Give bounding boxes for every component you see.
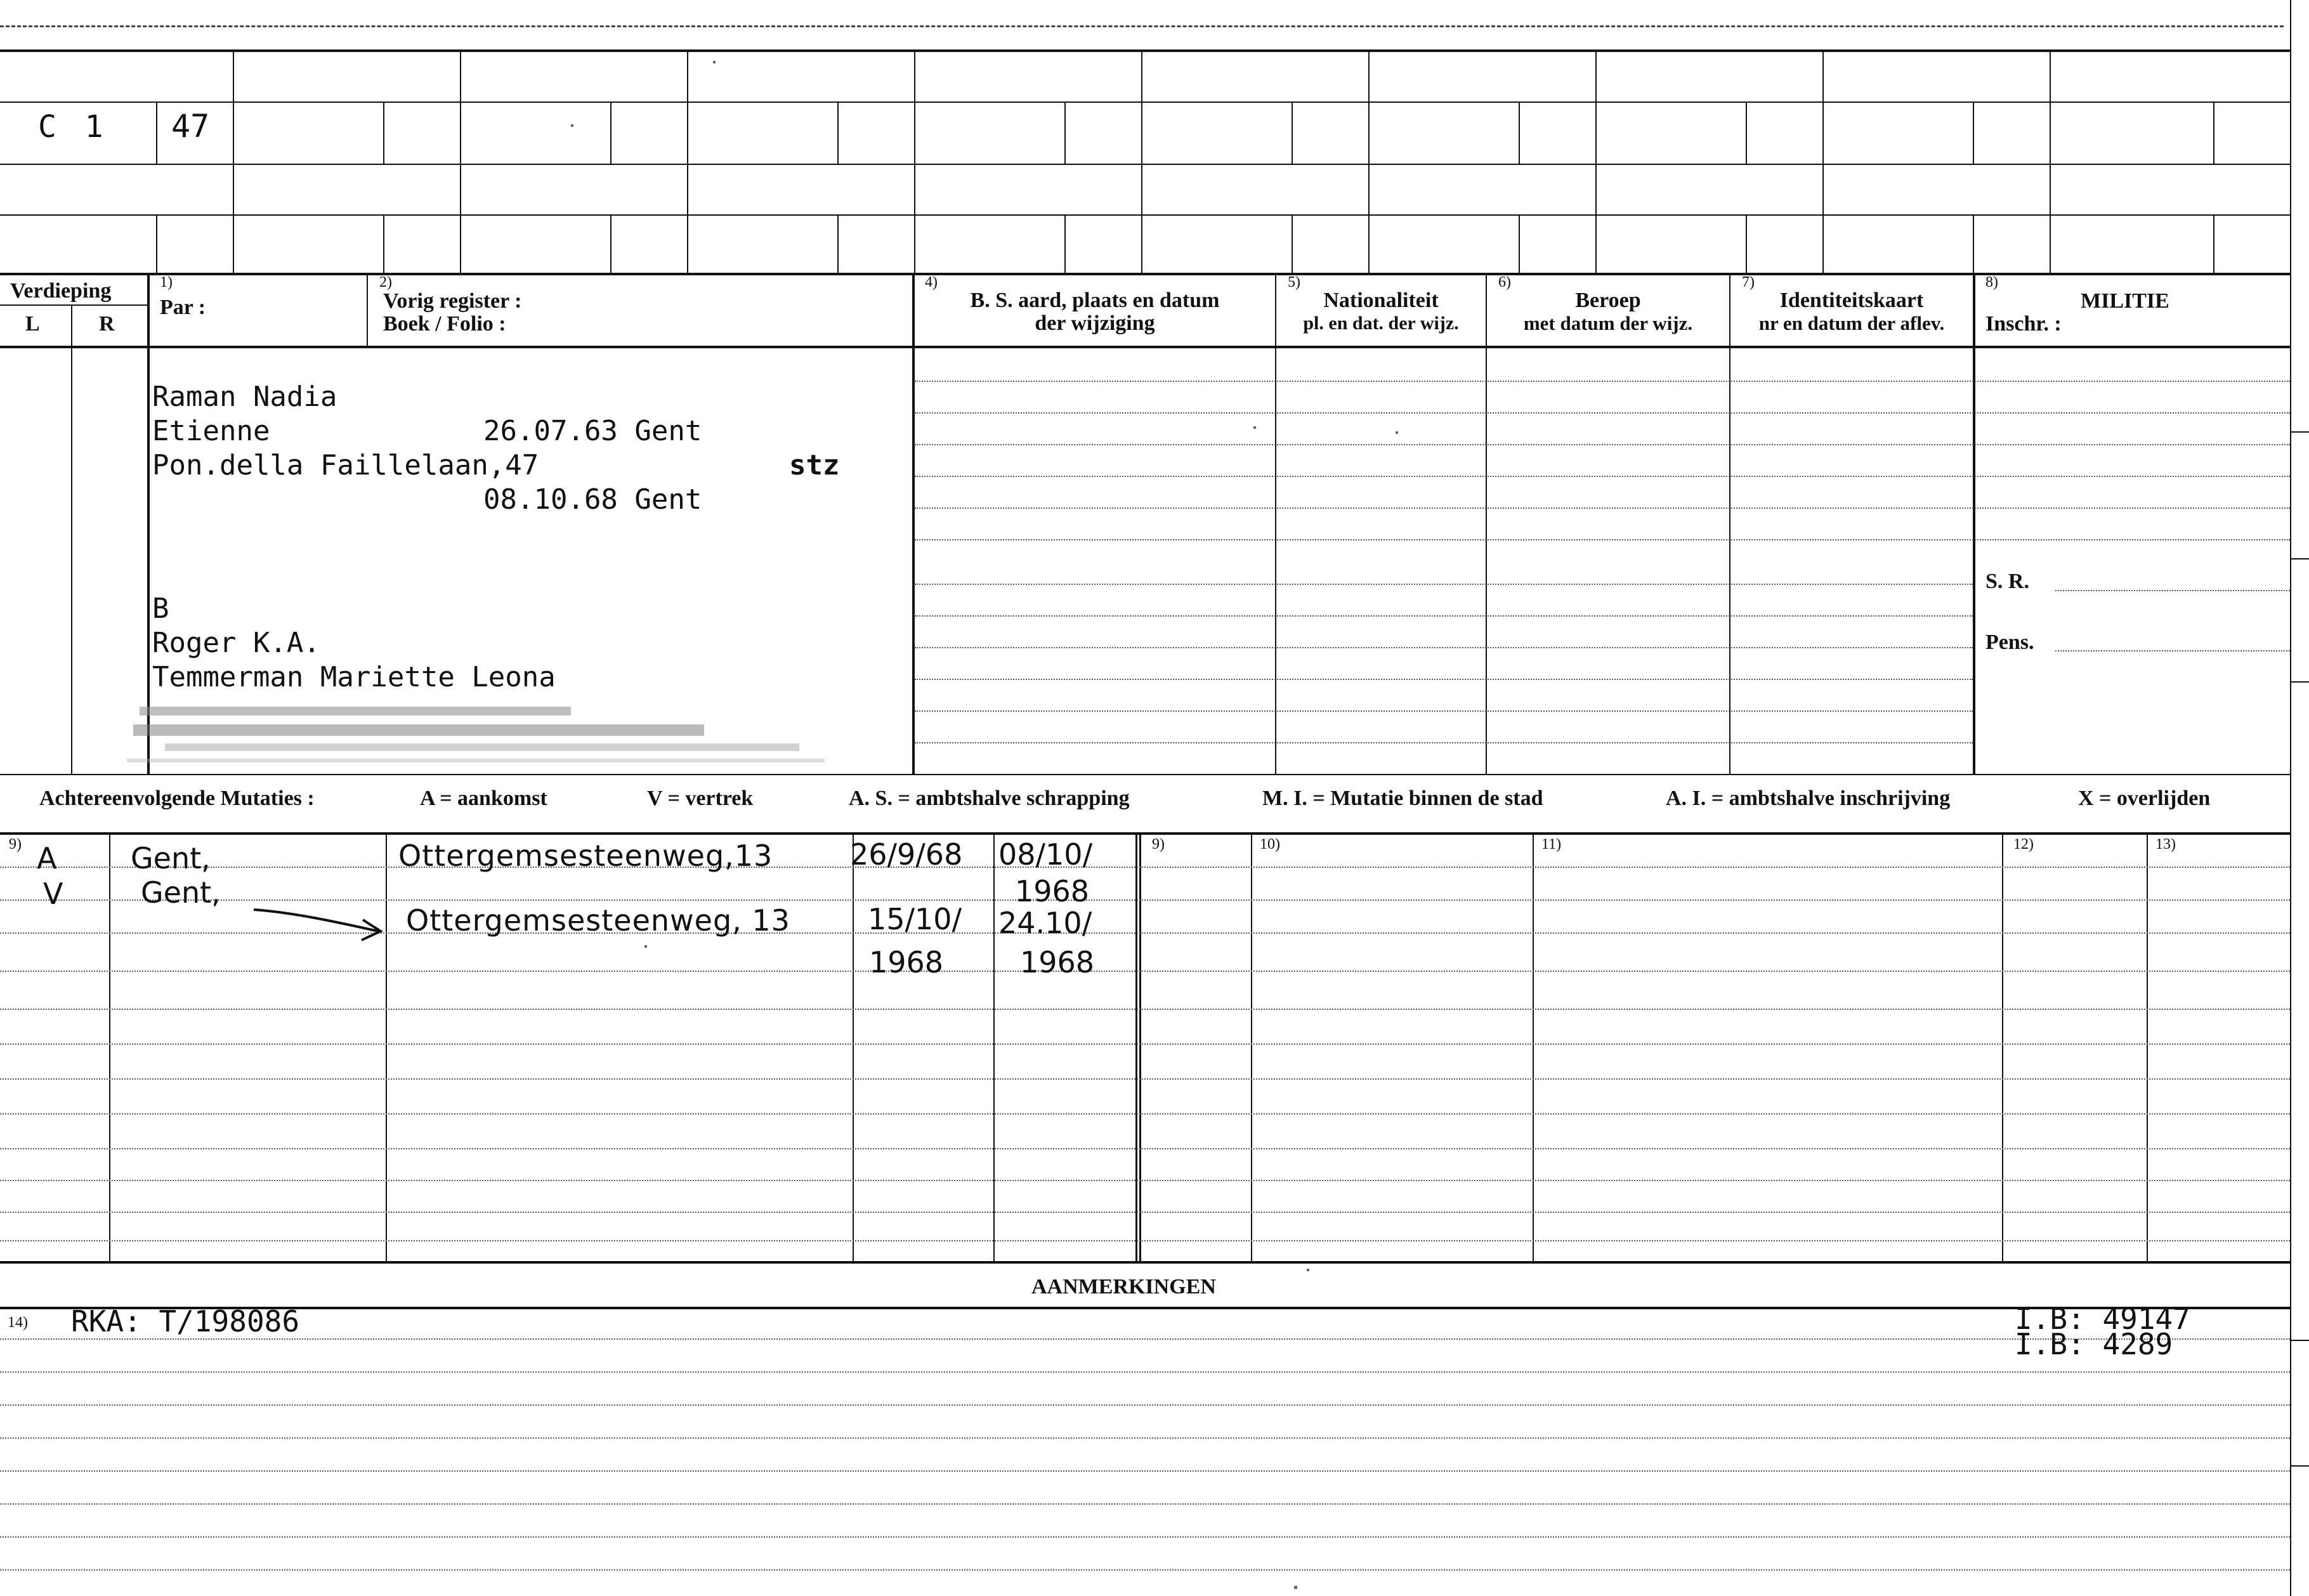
mutaties-col-10: 10): [1260, 836, 1280, 853]
person-line2-name: Etienne: [152, 415, 270, 447]
header-militie: MILITIE: [2081, 289, 2169, 313]
header-beroep-line2: met datum der wijz.: [1523, 312, 1693, 334]
aanmerkingen-top-rule: [0, 1307, 2290, 1309]
header-beroep-line1: Beroep: [1575, 289, 1641, 312]
person-line3: Pon.della Faillelaan,47: [152, 449, 539, 481]
header-bs-line1: B. S. aard, plaats en datum: [970, 289, 1220, 312]
mutaties-col-12: 12): [2013, 836, 2034, 853]
mutaties-col-9-left: 9): [9, 836, 22, 853]
person-letter: B: [152, 592, 169, 625]
header-nat-line2: pl. en dat. der wijz.: [1303, 313, 1459, 334]
aanmerkingen-rka: RKA: T/198086: [71, 1304, 300, 1338]
mutation-2-street: Ottergemsesteenweg, 13: [406, 903, 790, 938]
mutation-1-date2b: 1968: [1015, 874, 1090, 908]
aanmerkingen-num: 14): [8, 1314, 28, 1331]
aanmerkingen-ib1: I.B: 49147: [2015, 1302, 2190, 1336]
militie-pens: Pens.: [1985, 631, 2034, 654]
person-line6: Roger K.A.: [152, 627, 320, 659]
mutation-2-type: V: [43, 877, 63, 911]
mutation-1-type: A: [37, 841, 57, 875]
mutation-1-street: Ottergemsesteenweg,13: [398, 839, 773, 873]
aanmerkingen-ib2: I.B: 4289: [2015, 1327, 2173, 1361]
mutaties-legend-title: Achtereenvolgende Mutaties :: [39, 787, 315, 810]
militie-sr: S. R.: [1985, 570, 2029, 593]
legend-item-as: A. S. = ambtshalve schrapping: [849, 787, 1130, 810]
smudged-erased-text: [127, 695, 837, 771]
mutaties-col-13: 13): [2155, 836, 2176, 853]
person-line3-mark: stz: [789, 449, 840, 481]
person-line2-date: 26.07.63 Gent: [483, 415, 702, 447]
person-line7: Temmerman Mariette Leona: [152, 661, 556, 693]
header-id-line1: Identiteitskaart: [1779, 289, 1924, 312]
header-nat-line1: Nationaliteit: [1323, 289, 1439, 312]
mutation-2-place: Gent,: [141, 875, 221, 910]
legend-item-v: V = vertrek: [647, 787, 754, 810]
mutation-1-place: Gent,: [131, 841, 211, 875]
header-bs-line2: der wijziging: [1035, 311, 1155, 335]
transfer-arrow: [251, 901, 391, 945]
header-par: Par :: [160, 296, 206, 319]
header-par-num: 1): [160, 274, 173, 291]
header-vorig-register: Vorig register :: [383, 289, 522, 313]
header-col-r: R: [99, 312, 115, 336]
legend-item-a: A = aankomst: [420, 787, 547, 810]
mutation-1-date1: 26/9/68: [850, 837, 963, 872]
header-col-l: L: [25, 312, 40, 336]
header-nat-num: 5): [1288, 274, 1300, 291]
legend-item-mi: M. I. = Mutatie binnen de stad: [1262, 787, 1543, 810]
person-line4: 08.10.68 Gent: [483, 483, 702, 516]
header-vorig-num: 2): [379, 274, 392, 291]
legend-top-rule: [0, 774, 2290, 775]
mutation-2-date2b: 1968: [1020, 945, 1095, 979]
header-boek-folio: Boek / Folio :: [383, 312, 506, 336]
top-edge-rule: [0, 25, 2284, 27]
register-number: 47: [171, 108, 210, 145]
mutation-2-date1b: 1968: [869, 945, 944, 979]
mutation-2-date1a: 15/10/: [868, 902, 962, 936]
header-beroep-num: 6): [1498, 274, 1511, 291]
header-bs-num: 4): [925, 274, 938, 291]
mutation-2-date2a: 24.10/: [998, 906, 1092, 940]
register-code: C 1: [38, 109, 108, 145]
header-inschr: Inschr. :: [1985, 312, 2062, 336]
person-line1: Raman Nadia: [152, 381, 337, 413]
aanmerkingen-title: AANMERKINGEN: [1031, 1275, 1216, 1298]
mutaties-col-11: 11): [1541, 836, 1562, 853]
mutaties-col-9-right: 9): [1152, 836, 1165, 853]
header-militie-num: 8): [1985, 274, 1998, 291]
header-verdieping: Verdieping: [10, 279, 112, 303]
mutation-1-date2a: 08/10/: [998, 837, 1093, 872]
header-id-num: 7): [1742, 274, 1755, 291]
legend-item-x: X = overlijden: [2078, 787, 2211, 810]
legend-item-ai: A. I. = ambtshalve inschrijving: [1666, 787, 1951, 810]
header-id-line2: nr en datum der aflev.: [1758, 312, 1945, 334]
